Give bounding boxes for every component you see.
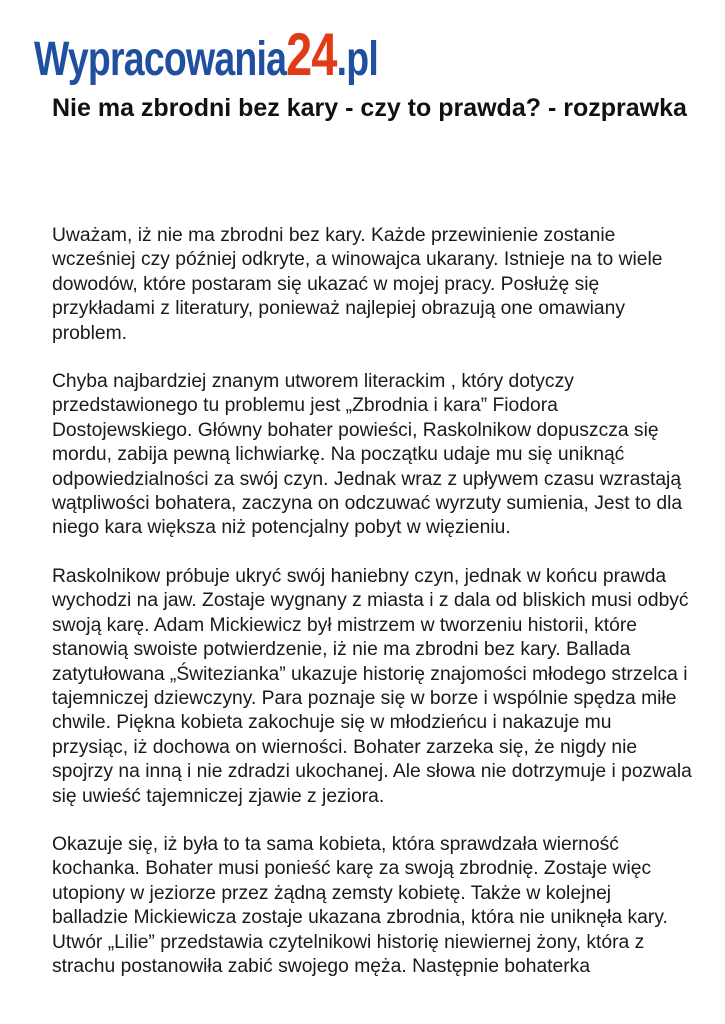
- article-body: [52, 224, 692, 1003]
- paragraph: Uważam, iż nie ma zbrodni bez kary. Każde przewinienie zostanie wcześniej czy później odkryte, a winowajca ukarany. Istnieje na to wiele dowodów, które postaram się ukazać w mojej pracy. Posłużę się przykładami z literatury, ponieważ najlepiej obrazują one omawiany problem.: [52, 225, 663, 344]
- paragraph: Chyba najbardziej znanym utworem literackim , który dotyczy przedstawionego tu problemu jest „Zbrodnia i kara” Fiodora Dostojewskiego. Główny bohater powieści, Raskolnikow dopuszcza się mordu, zabija pewną lichwiarkę. Na początku udaje mu się uniknąć odpowiedzialności za swój czyn. Jednak wraz z upływem czasu wzrastają wątpliwości bohatera, zaczyna on odczuwać wyrzuty sumienia, Jest to dla niego kara większa niż potencjalny pobyt w więzieniu.: [52, 371, 683, 539]
- logo-text-tld: .pl: [336, 33, 378, 86]
- page-title: Nie ma zbrodni bez kary - czy to prawda? - rozprawka: [52, 94, 687, 122]
- logo-text-main: Wypracowania: [34, 33, 287, 86]
- logo-text-number: 24: [286, 21, 337, 88]
- site-logo[interactable]: [34, 14, 378, 88]
- paragraph: Okazuje się, iż była to ta sama kobieta, która sprawdzała wierność kochanka. Bohater musi ponieść karę za swoją zbrodnię. Zostaje więc utopiony w jeziorze przez żądną zemsty kobietę. Także w kolejnej balladzie Mickiewicza zostaje ukazana zbrodnia, która nie uniknęła kary. Utwór „Lilie” przedstawia czytelnikowi historię niewiernej żony, która z strachu postanowiła zabić swojego męża. Następnie bohaterka: [52, 833, 668, 977]
- paragraph: Raskolnikow próbuje ukryć swój haniebny czyn, jednak w końcu prawda wychodzi na jaw. Zostaje wygnany z miasta i z dala od bliskich musi odbyć swoją karę. Adam Mickiewicz był mistrzem w tworzeniu historii, które stanowią swoiste potwierdzenie, iż nie ma zbrodni bez kary. Ballada zatytułowana „Świtezianka” ukazuje historię znajomości młodego strzelca i tajemniczej dziewczyny. Para poznaje się w borze i wspólnie spędza miłe chwile. Piękna kobieta zakochuje się w młodzieńcu i nakazuje mu przysiąc, iż dochowa on wierności. Bohater zarzeka się, że nigdy nie spojrzy na inną i nie zdradzi ukochanej. Ale słowa nie dotrzymuje i pozwala się uwieść tajemniczej zjawie z jeziora.: [52, 565, 692, 807]
